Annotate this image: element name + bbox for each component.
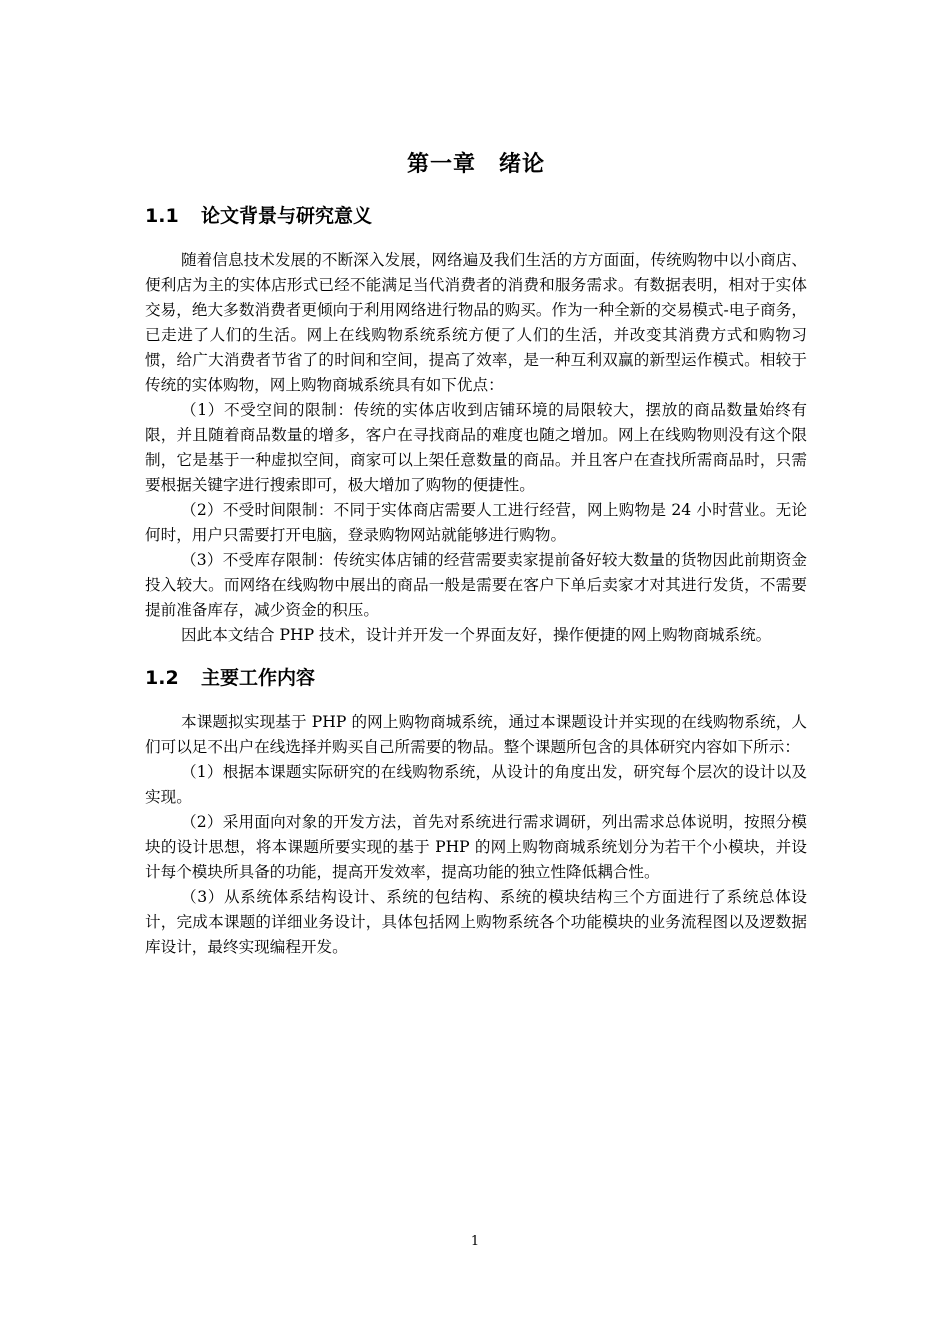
paragraph: （1）不受空间的限制：传统的实体店收到店铺环境的局限较大，摆放的商品数量始终有限，并且随着商品数量的增多，客户在寻找商品的难度也随之增加。网上在线购物则没有这个限制，它是基于一种虚拟空间，商家可以上架任意数量的商品。并且客户在查找所需商品时，只需要根据关键字进行搜索即可，极大增加了购物的便捷性。	[145, 401, 807, 494]
section-heading	[145, 664, 807, 692]
paragraph: 因此本文结合 PHP 技术，设计并开发一个界面友好，操作便捷的网上购物商城系统。	[181, 626, 772, 644]
paragraph: （1）根据本课题实际研究的在线购物系统，从设计的角度出发，研究每个层次的设计以及实现。	[145, 763, 807, 806]
paragraph: （2）不受时间限制：不同于实体商店需要人工进行经营，网上购物是 24 小时营业。无论何时，用户只需要打开电脑，登录购物网站就能够进行购物。	[145, 501, 807, 544]
section-title: 论文背景与研究意义	[201, 205, 373, 227]
paragraph: （2）采用面向对象的开发方法，首先对系统进行需求调研，列出需求总体说明，按照分模块的设计思想，将本课题所要实现的基于 PHP 的网上购物商城系统划分为若干个小模块，并设计每个模块所具备的功能，提高开发效率，提高功能的独立性降低耦合性。	[145, 813, 807, 881]
paragraph: 本课题拟实现基于 PHP 的网上购物商城系统，通过本课题设计并实现的在线购物系统，人们可以足不出户在线选择并购买自己所需要的物品。整个课题所包含的具体研究内容如下所示：	[145, 713, 807, 756]
section-title: 主要工作内容	[201, 667, 316, 689]
chapter-title: 第一章 绪论	[406, 152, 545, 177]
paragraph: （3）从系统体系结构设计、系统的包结构、系统的模块结构三个方面进行了系统总体设计，完成本课题的详细业务设计，具体包括网上购物系统各个功能模块的业务流程图以及逻数据库设计，最终实现编程开发。	[145, 888, 807, 956]
section-number: 1.1	[145, 205, 179, 227]
paragraph: （3）不受库存限制：传统实体店铺的经营需要卖家提前备好较大数量的货物因此前期资金投入较大。而网络在线购物中展出的商品一般是需要在客户下单后卖家才对其进行发货，不需要提前准备库存，减少资金的积压。	[145, 551, 807, 619]
document-page	[145, 150, 807, 976]
section-number: 1.2	[145, 667, 179, 689]
section-main-work	[145, 664, 807, 960]
page-number: 1	[470, 1234, 480, 1249]
section-background	[145, 202, 807, 648]
paragraph: 随着信息技术发展的不断深入发展，网络遍及我们生活的方方面面，传统购物中以小商店、便利店为主的实体店形式已经不能满足当代消费者的消费和服务需求。有数据表明，相对于实体交易，绝大多数消费者更倾向于利用网络进行物品的购买。作为一种全新的交易模式-电子商务，已走进了人们的生活。网上在线购物系统系统方便了人们的生活，并改变其消费方式和购物习惯，给广大消费者节省了的时间和空间，提高了效率，是一种互利双赢的新型运作模式。相较于传统的实体购物，网上购物商城系统具有如下优点：	[145, 251, 807, 394]
section-heading	[145, 202, 807, 230]
